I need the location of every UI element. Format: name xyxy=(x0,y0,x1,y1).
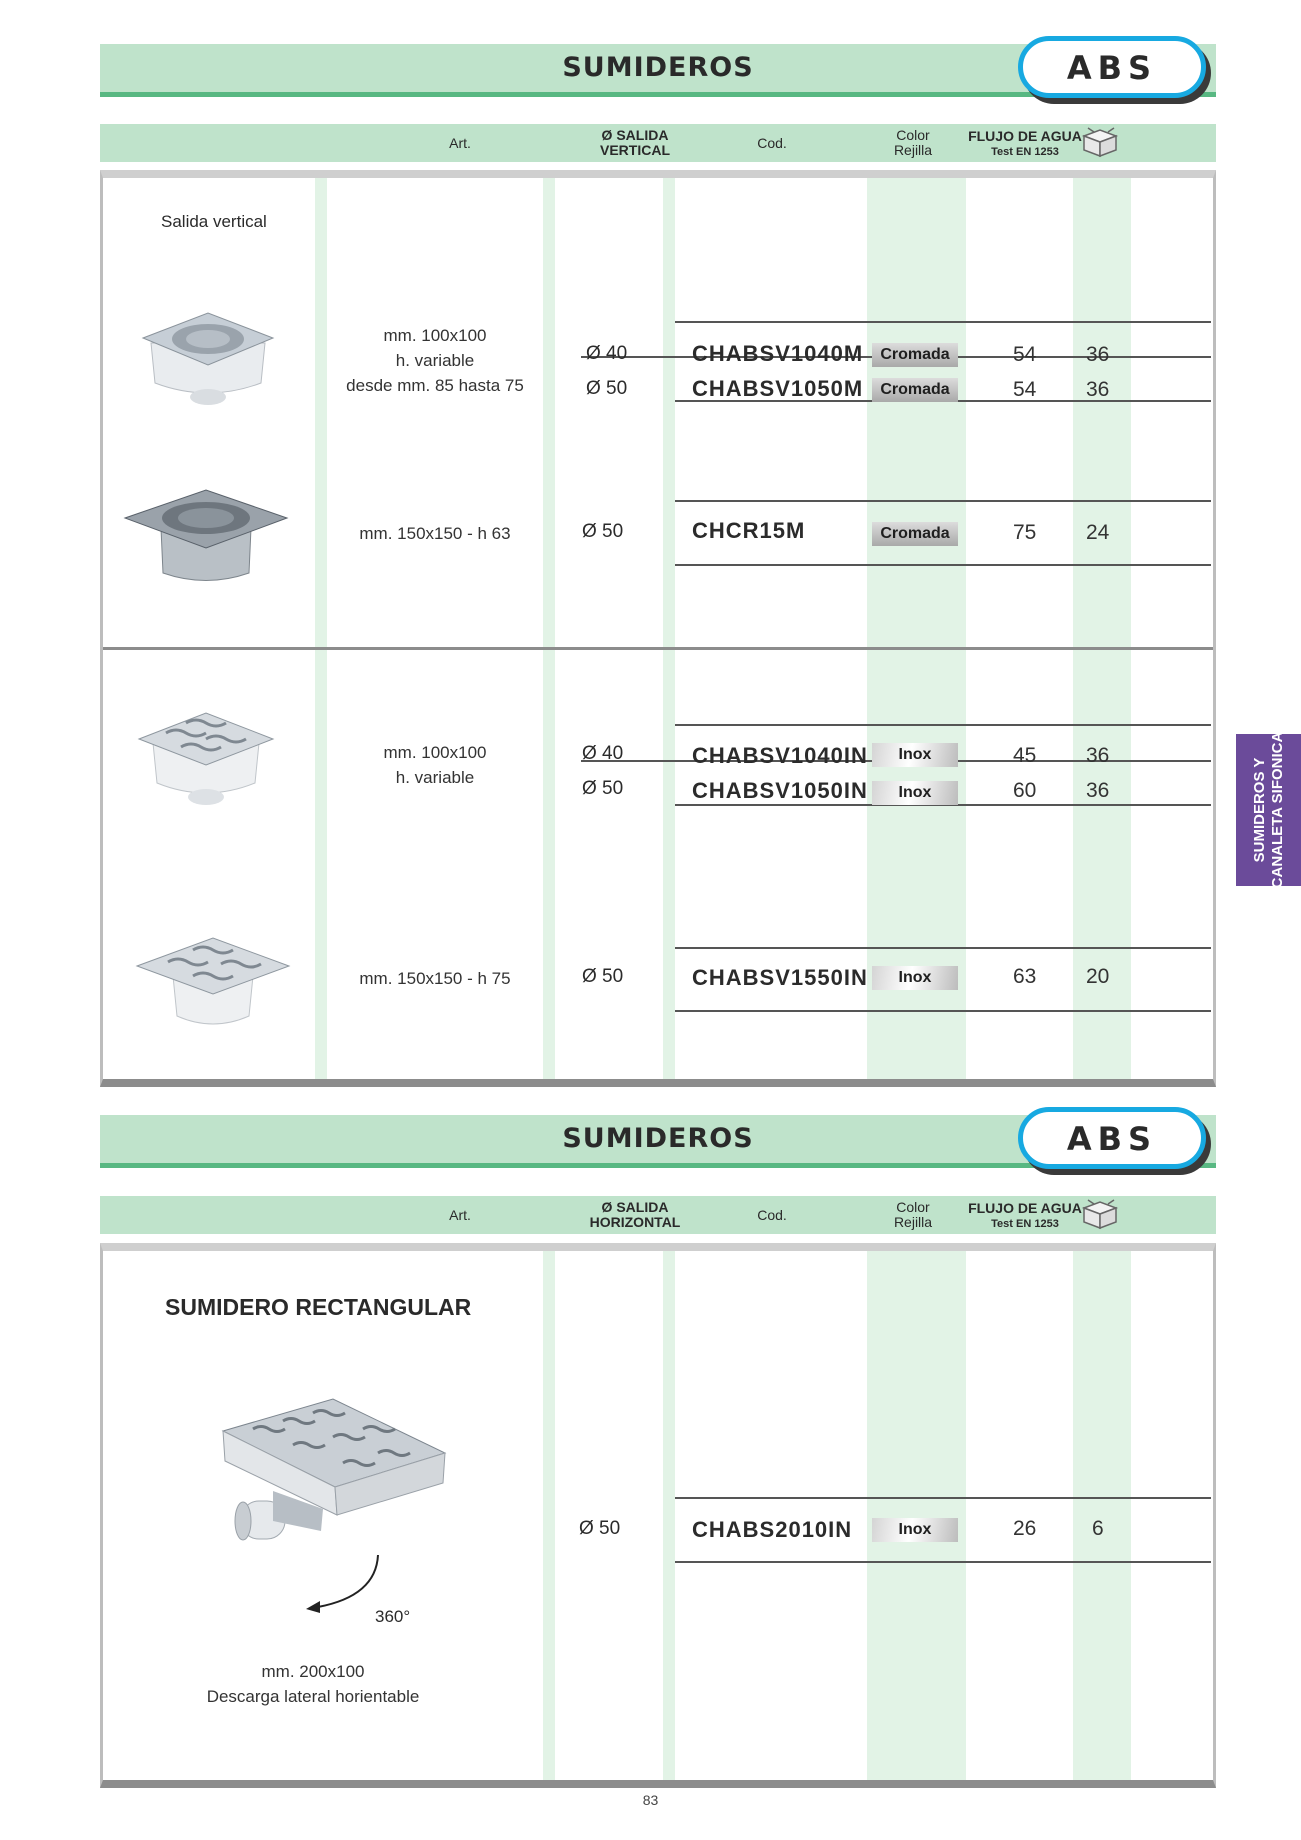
product-code: CHABS2010IN xyxy=(692,1517,853,1542)
desc-line: mm. 100x100 xyxy=(383,743,487,762)
header-cod: Cod. xyxy=(757,135,787,151)
pack-qty: 20 xyxy=(1086,965,1110,988)
group-label: SUMIDERO RECTANGULAR xyxy=(165,1294,472,1320)
header-cod: Cod. xyxy=(757,1207,787,1223)
desc-line: h. variable xyxy=(395,351,475,370)
flow-value: 26 xyxy=(1013,1517,1037,1540)
side-category-tab[interactable] xyxy=(1236,731,1301,889)
box-icon xyxy=(1080,1198,1120,1230)
column-stripe xyxy=(663,178,675,1079)
column-stripe xyxy=(867,1251,966,1780)
header-salida xyxy=(565,1200,705,1230)
desc-line: desde mm. 85 hasta 75 xyxy=(346,376,524,395)
row-line xyxy=(675,500,1211,502)
product-description xyxy=(327,740,543,790)
row-line xyxy=(675,321,1211,323)
column-stripe xyxy=(543,178,555,1079)
row-line xyxy=(675,564,1211,566)
group-divider xyxy=(103,647,1213,650)
header-color-line2: Rejilla xyxy=(893,1214,933,1230)
row-line xyxy=(675,1010,1211,1012)
desc-line: h. variable xyxy=(395,768,475,787)
header-color-line1: Color xyxy=(896,1199,930,1215)
header-salida-line1: Ø SALIDA xyxy=(601,127,669,143)
side-tab-line1: SUMIDEROS Y xyxy=(1250,757,1268,863)
drain-150-cromada-image xyxy=(121,478,291,588)
rotation-label: 360° xyxy=(375,1607,411,1626)
pack-qty: 24 xyxy=(1086,521,1110,544)
product-code: CHABSV1050M xyxy=(692,376,864,401)
pack-qty: 6 xyxy=(1092,1517,1104,1540)
pack-qty: 36 xyxy=(1086,343,1110,366)
section-title: SUMIDEROS xyxy=(562,1123,754,1154)
drain-100-cromada-image xyxy=(133,303,283,413)
header-flujo: FLUJO DE AGUA xyxy=(968,128,1082,144)
side-tab-line2: CANALETA SIFONICA xyxy=(1268,731,1286,889)
abs-logo-text: ABS xyxy=(1066,49,1158,87)
header-flujo: FLUJO DE AGUA xyxy=(968,1200,1082,1216)
flow-value: 54 xyxy=(1013,343,1037,366)
header-color xyxy=(873,128,953,158)
color-badge: Inox xyxy=(872,743,958,767)
product-description: mm. 150x150 - h 63 xyxy=(359,524,511,543)
column-stripe xyxy=(1073,1251,1131,1780)
pack-qty: 36 xyxy=(1086,744,1110,767)
column-stripe xyxy=(1073,178,1131,1079)
page-number: 83 xyxy=(642,1792,659,1808)
flow-value: 60 xyxy=(1013,779,1037,802)
side-tab-label xyxy=(1251,732,1287,889)
product-table xyxy=(100,1243,1216,1788)
rectangular-drain-image xyxy=(213,1391,453,1561)
abs-logo xyxy=(1018,1107,1206,1169)
product-description xyxy=(327,323,543,398)
section-title: SUMIDEROS xyxy=(562,52,754,83)
column-header-bar xyxy=(100,1196,1216,1234)
flow-value: 75 xyxy=(1013,521,1037,544)
header-salida xyxy=(565,128,705,158)
column-stripe xyxy=(663,1251,675,1780)
header-salida-line2: VERTICAL xyxy=(600,142,670,158)
column-header-bar xyxy=(100,124,1216,162)
product-description xyxy=(163,1659,463,1709)
group-label: Salida vertical xyxy=(161,212,267,231)
diameter: Ø 40 xyxy=(582,743,624,764)
column-stripe xyxy=(315,178,327,1079)
box-icon xyxy=(1080,126,1120,158)
color-badge: Cromada xyxy=(872,522,958,546)
color-badge: Inox xyxy=(872,1518,958,1542)
product-code: CHABSV1040IN xyxy=(692,743,868,768)
desc-line: Descarga lateral horientable xyxy=(206,1687,420,1706)
diameter: Ø 50 xyxy=(579,1518,621,1539)
flow-value: 63 xyxy=(1013,965,1037,988)
pack-qty: 36 xyxy=(1086,378,1110,401)
header-art: Art. xyxy=(449,1207,471,1223)
header-color xyxy=(873,1200,953,1230)
abs-logo xyxy=(1018,36,1206,98)
product-description: mm. 150x150 - h 75 xyxy=(359,969,511,988)
diameter: Ø 40 xyxy=(586,343,628,364)
header-test: Test EN 1253 xyxy=(991,146,1059,158)
header-color-line2: Rejilla xyxy=(893,142,933,158)
header-art: Art. xyxy=(449,135,471,151)
product-code: CHABSV1040M xyxy=(692,341,864,366)
column-stripe xyxy=(867,178,966,1079)
row-line xyxy=(675,724,1211,726)
column-stripe xyxy=(543,1251,555,1780)
header-test: Test EN 1253 xyxy=(991,1218,1059,1230)
diameter: Ø 50 xyxy=(586,378,628,399)
product-code: CHABSV1050IN xyxy=(692,778,868,803)
header-salida-line1: Ø SALIDA xyxy=(601,1199,669,1215)
product-code: CHCR15M xyxy=(692,518,806,543)
header-color-line1: Color xyxy=(896,127,930,143)
product-table xyxy=(100,170,1216,1087)
color-badge: Cromada xyxy=(872,378,958,402)
drain-150-inox-image xyxy=(133,928,293,1038)
drain-100-inox-image xyxy=(131,703,281,813)
diameter: Ø 50 xyxy=(582,778,624,799)
color-badge: Inox xyxy=(872,966,958,990)
product-code: CHABSV1550IN xyxy=(692,965,868,990)
abs-logo-text: ABS xyxy=(1066,1120,1158,1158)
diameter: Ø 50 xyxy=(582,521,624,542)
row-line xyxy=(675,1497,1211,1499)
flow-value: 54 xyxy=(1013,378,1037,401)
desc-line: mm. 100x100 xyxy=(383,326,487,345)
flow-value: 45 xyxy=(1013,744,1037,767)
diameter: Ø 50 xyxy=(582,966,624,987)
color-badge: Cromada xyxy=(872,343,958,367)
row-line xyxy=(675,947,1211,949)
header-salida-line2: HORIZONTAL xyxy=(589,1214,681,1230)
pack-qty: 36 xyxy=(1086,779,1110,802)
color-badge: Inox xyxy=(872,781,958,805)
row-line xyxy=(675,1561,1211,1563)
desc-line: mm. 200x100 xyxy=(261,1662,365,1681)
